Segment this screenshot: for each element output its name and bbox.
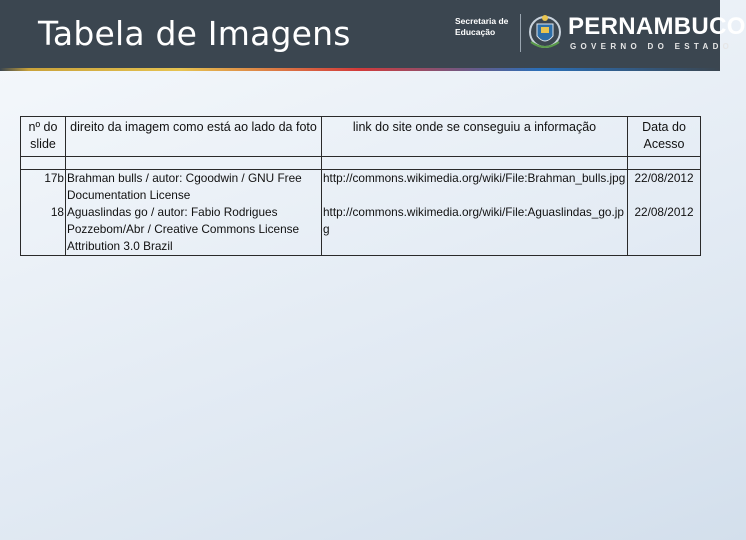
cell-image-rights: Aguaslindas go / autor: Fabio Rodrigues Pozzebom/Abr / Creative Commons License Attribution 3.0 Brazil <box>66 204 322 256</box>
cell-source-link[interactable]: http://commons.wikimedia.org/wiki/File:Brahman_bulls.jpg <box>322 170 628 205</box>
cell-source-link[interactable]: http://commons.wikimedia.org/wiki/File:Aguaslindas_go.jpg <box>322 204 628 256</box>
secretaria-line-1: Secretaria de <box>455 16 509 26</box>
secretaria-logo-text <box>455 16 515 50</box>
header-source-link: link do site onde se conseguiu a informação <box>322 117 628 157</box>
cell-access-date: 22/08/2012 <box>628 170 701 205</box>
header-slide-number: nº do slide <box>21 117 66 157</box>
logo-divider <box>520 14 521 52</box>
state-name-logo: PERNAMBUCO <box>568 13 746 40</box>
secretaria-line-2: Educação <box>455 27 496 37</box>
table-header-row <box>21 117 701 157</box>
header-image-rights: direito da imagem como está ao lado da foto <box>66 117 322 157</box>
header-accent-bar <box>0 68 720 71</box>
image-credits-table <box>20 116 701 256</box>
table-spacer-row <box>21 157 701 170</box>
header-access-date: Data do Acesso <box>628 117 701 157</box>
table-row <box>21 204 701 256</box>
page-title: Tabela de Imagens <box>38 14 351 53</box>
coat-of-arms-icon <box>527 12 563 54</box>
table-row <box>21 170 701 205</box>
cell-slide-number: 17b <box>21 170 66 205</box>
state-subtitle-logo: GOVERNO DO ESTADO <box>570 42 734 51</box>
cell-slide-number: 18 <box>21 204 66 256</box>
cell-image-rights: Brahman bulls / autor: Cgoodwin / GNU Free Documentation License <box>66 170 322 205</box>
cell-access-date: 22/08/2012 <box>628 204 701 256</box>
